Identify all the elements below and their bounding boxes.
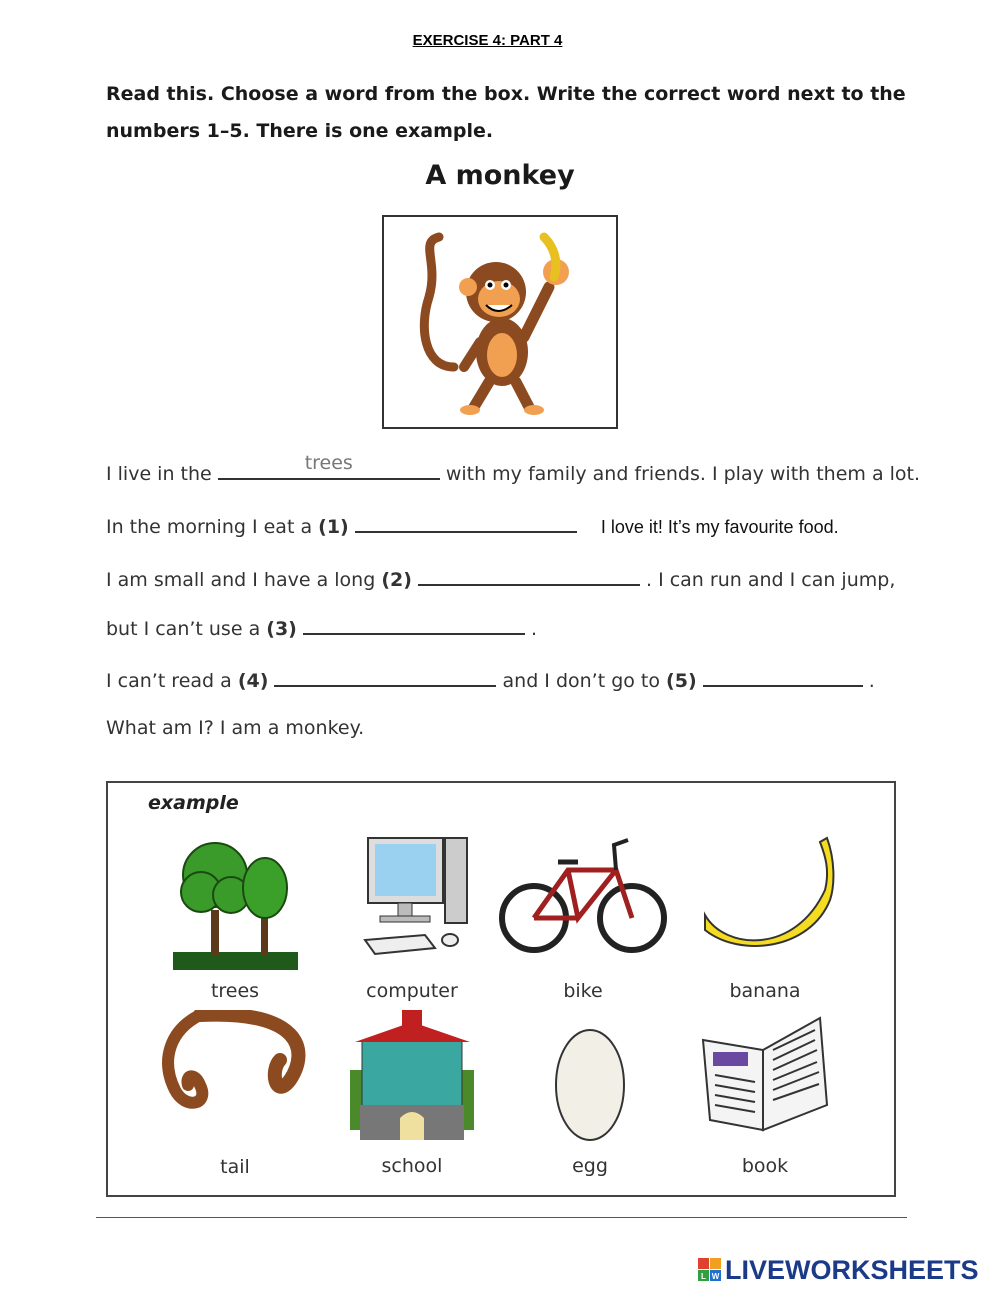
word-label: book [741, 1155, 789, 1177]
book-icon [695, 1010, 835, 1145]
school-icon [350, 1010, 475, 1145]
word-card-tail [160, 1010, 310, 1178]
word-card-trees [160, 830, 310, 1002]
banana-icon [695, 830, 835, 970]
logo-text: LIVEWORKSHEETS [725, 1254, 979, 1285]
example-answer: trees [304, 452, 353, 474]
liveworksheets-logo [698, 1255, 979, 1285]
egg-icon [528, 1010, 653, 1145]
answer-input-1[interactable] [355, 506, 581, 529]
monkey-picture [382, 215, 618, 429]
logo-icon [698, 1256, 722, 1284]
answer-blank-3[interactable] [303, 613, 525, 635]
blank-number: (3) [266, 618, 297, 640]
word-card-school [337, 1010, 487, 1177]
svg-text:W: W [711, 1272, 720, 1281]
blank-number: (5) [666, 670, 697, 692]
word-label: egg [572, 1155, 608, 1177]
example-label: example [148, 792, 239, 814]
tail-icon [160, 1010, 310, 1140]
trees-icon [173, 830, 298, 970]
story-line-2: I am small and I have a long (2) . I can run and I can jump, [106, 564, 895, 591]
word-label: school [381, 1155, 443, 1177]
answer-blank-5[interactable] [703, 665, 863, 687]
story-line-4: I can’t read a (4) and I don’t go to (5) . [106, 665, 875, 692]
answer-blank-2[interactable] [418, 564, 640, 586]
word-label: bike [563, 980, 603, 1002]
word-label: banana [729, 980, 801, 1002]
story-line-final: What am I? I am a monkey. [106, 717, 365, 739]
word-card-computer [337, 830, 487, 1002]
story-line-3: but I can’t use a (3) . [106, 613, 537, 640]
blank-number: (2) [381, 569, 412, 591]
blank-number: (1) [318, 516, 349, 538]
instructions: Read this. Choose a word from the box. Write the correct word next to the numbers 1–5. There is one example. [106, 83, 906, 142]
word-card-bike [508, 830, 658, 1002]
story-title: A monkey [425, 160, 575, 191]
word-label: trees [210, 980, 260, 1002]
word-card-book [690, 1010, 840, 1177]
word-card-egg [515, 1010, 665, 1177]
answer-blank-1[interactable] [355, 511, 577, 533]
answer-input-5[interactable] [703, 660, 867, 683]
word-label: computer [366, 980, 458, 1002]
answer-blank-4[interactable] [274, 665, 496, 687]
answer-input-3[interactable] [303, 608, 529, 631]
story-line-example: I live in the trees with my family and friends. I play with them a lot. [106, 452, 921, 485]
blank-number: (4) [237, 670, 269, 692]
story-line-1: In the morning I eat a (1) I love it! It’s my favourite food. [106, 511, 839, 538]
word-label: tail [220, 1156, 250, 1178]
answer-input-4[interactable] [274, 660, 500, 683]
footer-divider [96, 1217, 907, 1218]
bike-icon [498, 830, 668, 970]
answer-input-2[interactable] [418, 559, 644, 582]
example-blank [218, 452, 440, 480]
monkey-illustration [384, 217, 616, 427]
exercise-title: EXERCISE 4: PART 4 [412, 32, 563, 49]
svg-text:L: L [701, 1272, 706, 1281]
word-card-banana [690, 830, 840, 1002]
computer-icon [350, 830, 475, 970]
